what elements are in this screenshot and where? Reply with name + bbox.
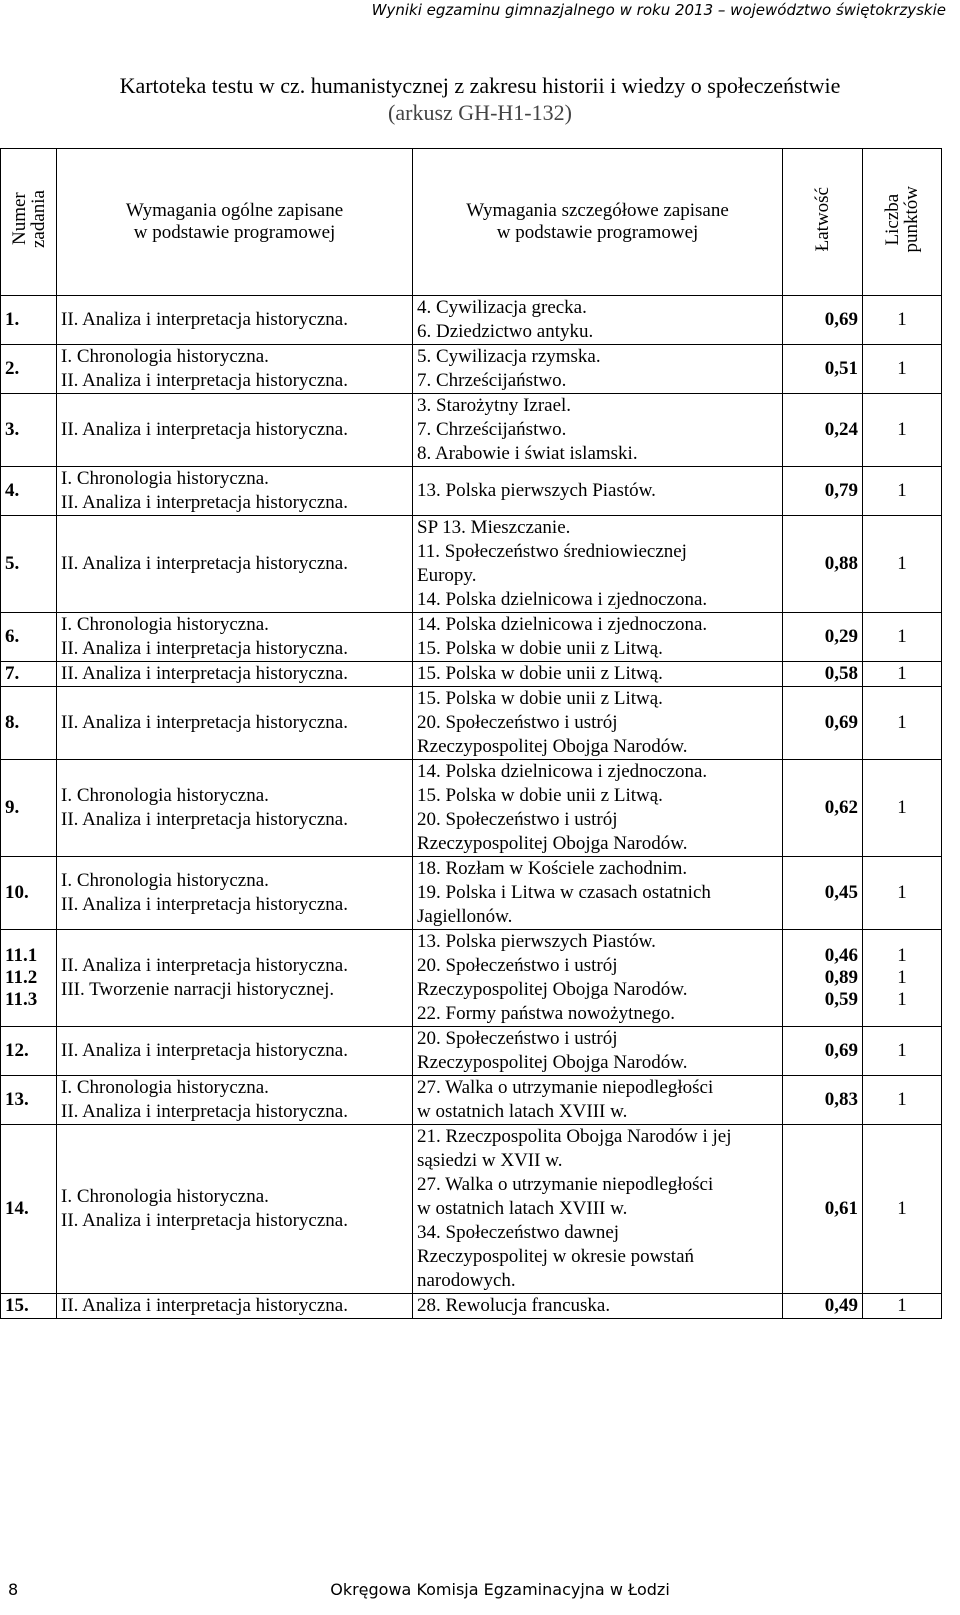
detailed-requirements-cell [413,467,783,516]
points-value-line: 1 [897,989,907,1010]
detailed-requirements-line: sąsiedzi w XVII w. [417,1150,563,1171]
task-number-line: 1. [5,309,20,330]
detailed-requirements-line: 20. Społeczeństwo i ustrój [417,1028,618,1049]
detailed-requirements-line: w ostatnich latach XVIII w. [417,1198,628,1219]
general-requirements-line: I. Chronologia historyczna. [61,468,269,489]
points-value-line: 1 [897,1089,907,1110]
detailed-requirements-line: 7. Chrześcijaństwo. [417,419,567,440]
column-header-detailed: Wymagania szczegółowe zapisane w podstawie programowej [413,149,783,296]
task-number-line: 11.2 [5,967,38,988]
general-requirements-line: II. Analiza i interpretacja historyczna. [61,712,348,733]
points-value-cell [863,516,942,613]
ease-value-line: 0,88 [824,553,858,574]
ease-value-cell [783,296,863,345]
points-value-line: 1 [897,1198,907,1219]
page-footer [0,1570,960,1610]
detailed-requirements-line: 27. Walka o utrzymanie niepodległości [417,1174,714,1195]
points-value-cell [863,467,942,516]
page-header: Wyniki egzaminu gimnazjalnego w roku 2013 – województwo świętokrzyskie [371,1,946,19]
points-value-line: 1 [897,945,907,966]
general-requirements-line: II. Analiza i interpretacja historyczna. [61,1210,348,1231]
general-requirements-cell [57,857,413,930]
detailed-requirements-line: 13. Polska pierwszych Piastów. [417,480,656,501]
ease-value-cell [783,516,863,613]
task-number-line: 8. [5,712,20,733]
general-requirements-line: I. Chronologia historyczna. [61,614,269,635]
points-value-cell [863,1027,942,1076]
detailed-requirements-cell [413,760,783,857]
task-number-cell [1,345,57,394]
task-number-line: 13. [5,1089,29,1110]
table-row [1,613,942,662]
detailed-requirements-line: narodowych. [417,1270,516,1291]
results-table [0,148,942,1319]
ease-value-line: 0,61 [824,1198,858,1219]
table-header-row [1,149,942,296]
detailed-requirements-line: 4. Cywilizacja grecka. [417,297,587,318]
task-number-cell [1,394,57,467]
table-row [1,1027,942,1076]
task-number-cell [1,760,57,857]
points-value-line: 1 [897,480,907,501]
detailed-requirements-cell [413,930,783,1027]
task-number-cell [1,1125,57,1294]
general-requirements-cell [57,467,413,516]
points-value-cell [863,296,942,345]
detailed-requirements-line: 13. Polska pierwszych Piastów. [417,931,656,952]
task-number-cell [1,857,57,930]
title-line-2: (arkusz GH-H1-132) [388,100,572,125]
general-requirements-cell [57,613,413,662]
table-body [1,296,942,1319]
detailed-requirements-cell [413,1076,783,1125]
ease-value-line: 0,62 [824,797,858,818]
ease-value-line: 0,69 [824,712,858,733]
task-number-cell [1,1076,57,1125]
task-number-cell [1,296,57,345]
points-value-line: 1 [897,882,907,903]
points-value-line: 1 [897,712,907,733]
task-number-cell [1,613,57,662]
general-requirements-line: II. Analiza i interpretacja historyczna. [61,370,348,391]
ease-value-line: 0,24 [824,419,858,440]
detailed-requirements-cell [413,1027,783,1076]
ease-value-line: 0,51 [824,358,858,379]
general-requirements-line: I. Chronologia historyczna. [61,1186,269,1207]
general-requirements-cell [57,394,413,467]
ease-value-cell [783,930,863,1027]
footer-organization: Okręgowa Komisja Egzaminacyjna w Łodzi [330,1580,670,1599]
table-row [1,687,942,760]
points-value-cell [863,1076,942,1125]
points-value-cell [863,687,942,760]
task-number-line: 6. [5,626,20,647]
table-row [1,516,942,613]
task-number-line: 7. [5,663,20,684]
general-requirements-cell [57,662,413,687]
general-requirements-cell [57,760,413,857]
detailed-requirements-cell [413,1125,783,1294]
points-value-cell [863,760,942,857]
detailed-requirements-cell [413,394,783,467]
task-number-cell [1,516,57,613]
general-requirements-line: I. Chronologia historyczna. [61,785,269,806]
detailed-requirements-line: Rzeczypospolitej Obojga Narodów. [417,979,688,1000]
general-requirements-line: II. Analiza i interpretacja historyczna. [61,663,348,684]
ease-value-line: 0,46 [824,945,858,966]
detailed-requirements-line: 20. Społeczeństwo i ustrój [417,809,618,830]
table-row [1,296,942,345]
ease-value-cell [783,1076,863,1125]
detailed-requirements-cell [413,345,783,394]
column-header-points: Liczba punktów [863,149,942,296]
general-requirements-line: II. Analiza i interpretacja historyczna. [61,894,348,915]
task-number-cell [1,1294,57,1319]
detailed-requirements-line: 15. Polska w dobie unii z Litwą. [417,785,663,806]
general-requirements-cell [57,1076,413,1125]
task-number-line: 15. [5,1295,29,1316]
detailed-requirements-line: 28. Rewolucja francuska. [417,1295,611,1316]
ease-value-line: 0,58 [824,663,858,684]
table-row [1,760,942,857]
detailed-requirements-line: SP 13. Mieszczanie. [417,517,571,538]
ease-value-cell [783,857,863,930]
ease-value-cell [783,1294,863,1319]
ease-value-line: 0,69 [824,1040,858,1061]
general-requirements-cell [57,296,413,345]
document-title [0,72,960,126]
points-value-cell [863,394,942,467]
detailed-requirements-line: 21. Rzeczpospolita Obojga Narodów i jej [417,1126,732,1147]
ease-value-cell [783,345,863,394]
points-value-cell [863,662,942,687]
detailed-requirements-line: 6. Dziedzictwo antyku. [417,321,594,342]
ease-value-line: 0,89 [824,967,858,988]
task-number-cell [1,687,57,760]
detailed-requirements-line: 7. Chrześcijaństwo. [417,370,567,391]
detailed-requirements-cell [413,687,783,760]
points-value-cell [863,930,942,1027]
table-row [1,345,942,394]
points-value-line: 1 [897,797,907,818]
points-value-line: 1 [897,663,907,684]
table-row [1,394,942,467]
detailed-requirements-line: 27. Walka o utrzymanie niepodległości [417,1077,714,1098]
table-row [1,1294,942,1319]
table-row [1,857,942,930]
general-requirements-cell [57,930,413,1027]
column-header-number: Numer zadania [1,149,57,296]
title-line-1: Kartoteka testu w cz. humanistycznej z zakresu historii i wiedzy o społeczeństwie [119,73,841,98]
detailed-requirements-line: 14. Polska dzielnicowa i zjednoczona. [417,761,708,782]
ease-value-cell [783,394,863,467]
general-requirements-line: II. Analiza i interpretacja historyczna. [61,309,348,330]
points-value-line: 1 [897,1040,907,1061]
detailed-requirements-line: Rzeczypospolitej Obojga Narodów. [417,833,688,854]
general-requirements-cell [57,687,413,760]
detailed-requirements-line: 11. Społeczeństwo średniowiecznej [417,541,687,562]
page-number: 8 [8,1580,19,1599]
detailed-requirements-cell [413,857,783,930]
general-requirements-cell [57,516,413,613]
detailed-requirements-line: Europy. [417,565,477,586]
column-header-general: Wymagania ogólne zapisane w podstawie programowej [57,149,413,296]
task-number-cell [1,1027,57,1076]
detailed-requirements-cell [413,613,783,662]
detailed-requirements-line: 15. Polska w dobie unii z Litwą. [417,638,663,659]
points-value-cell [863,1125,942,1294]
detailed-requirements-line: w ostatnich latach XVIII w. [417,1101,628,1122]
general-requirements-cell [57,345,413,394]
detailed-requirements-line: 15. Polska w dobie unii z Litwą. [417,663,663,684]
ease-value-line: 0,29 [824,626,858,647]
general-requirements-line: I. Chronologia historyczna. [61,1077,269,1098]
detailed-requirements-line: 18. Rozłam w Kościele zachodnim. [417,858,688,879]
ease-value-cell [783,687,863,760]
points-value-cell [863,857,942,930]
ease-value-cell [783,467,863,516]
points-value-cell [863,613,942,662]
detailed-requirements-line: 15. Polska w dobie unii z Litwą. [417,688,663,709]
general-requirements-line: I. Chronologia historyczna. [61,346,269,367]
general-requirements-line: II. Analiza i interpretacja historyczna. [61,419,348,440]
detailed-requirements-line: 5. Cywilizacja rzymska. [417,346,601,367]
detailed-requirements-line: 14. Polska dzielnicowa i zjednoczona. [417,589,708,610]
task-number-cell [1,930,57,1027]
detailed-requirements-line: 19. Polska i Litwa w czasach ostatnich [417,882,711,903]
points-value-line: 1 [897,553,907,574]
detailed-requirements-line: Jagiellonów. [417,906,513,927]
detailed-requirements-line: 14. Polska dzielnicowa i zjednoczona. [417,614,708,635]
detailed-requirements-line: Rzeczypospolitej Obojga Narodów. [417,1052,688,1073]
detailed-requirements-line: Rzeczypospolitej w okresie powstań [417,1246,695,1267]
general-requirements-line: II. Analiza i interpretacja historyczna. [61,1295,348,1316]
general-requirements-cell [57,1294,413,1319]
points-value-line: 1 [897,626,907,647]
detailed-requirements-cell [413,1294,783,1319]
ease-value-line: 0,69 [824,309,858,330]
table-row [1,467,942,516]
table-row [1,662,942,687]
detailed-requirements-cell [413,296,783,345]
general-requirements-line: II. Analiza i interpretacja historyczna. [61,492,348,513]
ease-value-cell [783,662,863,687]
points-value-cell [863,1294,942,1319]
table-row [1,1125,942,1294]
detailed-requirements-line: 3. Starożytny Izrael. [417,395,572,416]
task-number-line: 11.1 [5,945,38,966]
detailed-requirements-line: Rzeczypospolitej Obojga Narodów. [417,736,688,757]
task-number-line: 9. [5,797,20,818]
task-number-line: 12. [5,1040,29,1061]
ease-value-line: 0,59 [824,989,858,1010]
points-value-cell [863,345,942,394]
table-row [1,930,942,1027]
task-number-cell [1,467,57,516]
task-number-line: 14. [5,1198,29,1219]
detailed-requirements-cell [413,662,783,687]
general-requirements-line: II. Analiza i interpretacja historyczna. [61,1040,348,1061]
task-number-line: 10. [5,882,29,903]
detailed-requirements-cell [413,516,783,613]
ease-value-line: 0,79 [824,480,858,501]
ease-value-cell [783,1027,863,1076]
general-requirements-line: III. Tworzenie narracji historycznej. [61,979,335,1000]
ease-value-line: 0,49 [824,1295,858,1316]
ease-value-cell [783,1125,863,1294]
table-row [1,1076,942,1125]
general-requirements-cell [57,1125,413,1294]
ease-value-cell [783,613,863,662]
detailed-requirements-line: 22. Formy państwa nowożytnego. [417,1003,676,1024]
column-header-ease: Łatwość [783,149,863,296]
general-requirements-line: II. Analiza i interpretacja historyczna. [61,553,348,574]
general-requirements-line: II. Analiza i interpretacja historyczna. [61,809,348,830]
points-value-line: 1 [897,419,907,440]
general-requirements-line: II. Analiza i interpretacja historyczna. [61,955,348,976]
ease-value-line: 0,83 [824,1089,858,1110]
task-number-line: 4. [5,480,20,501]
ease-value-cell [783,760,863,857]
general-requirements-line: II. Analiza i interpretacja historyczna. [61,1101,348,1122]
task-number-line: 5. [5,553,20,574]
general-requirements-cell [57,1027,413,1076]
detailed-requirements-line: 20. Społeczeństwo i ustrój [417,955,618,976]
detailed-requirements-line: 20. Społeczeństwo i ustrój [417,712,618,733]
points-value-line: 1 [897,967,907,988]
detailed-requirements-line: 8. Arabowie i świat islamski. [417,443,638,464]
ease-value-line: 0,45 [824,882,858,903]
task-number-line: 11.3 [5,989,38,1010]
points-value-line: 1 [897,309,907,330]
task-number-line: 2. [5,358,20,379]
detailed-requirements-line: 34. Społeczeństwo dawnej [417,1222,620,1243]
points-value-line: 1 [897,1295,907,1316]
points-value-line: 1 [897,358,907,379]
task-number-cell [1,662,57,687]
general-requirements-line: II. Analiza i interpretacja historyczna. [61,638,348,659]
task-number-line: 3. [5,419,20,440]
general-requirements-line: I. Chronologia historyczna. [61,870,269,891]
